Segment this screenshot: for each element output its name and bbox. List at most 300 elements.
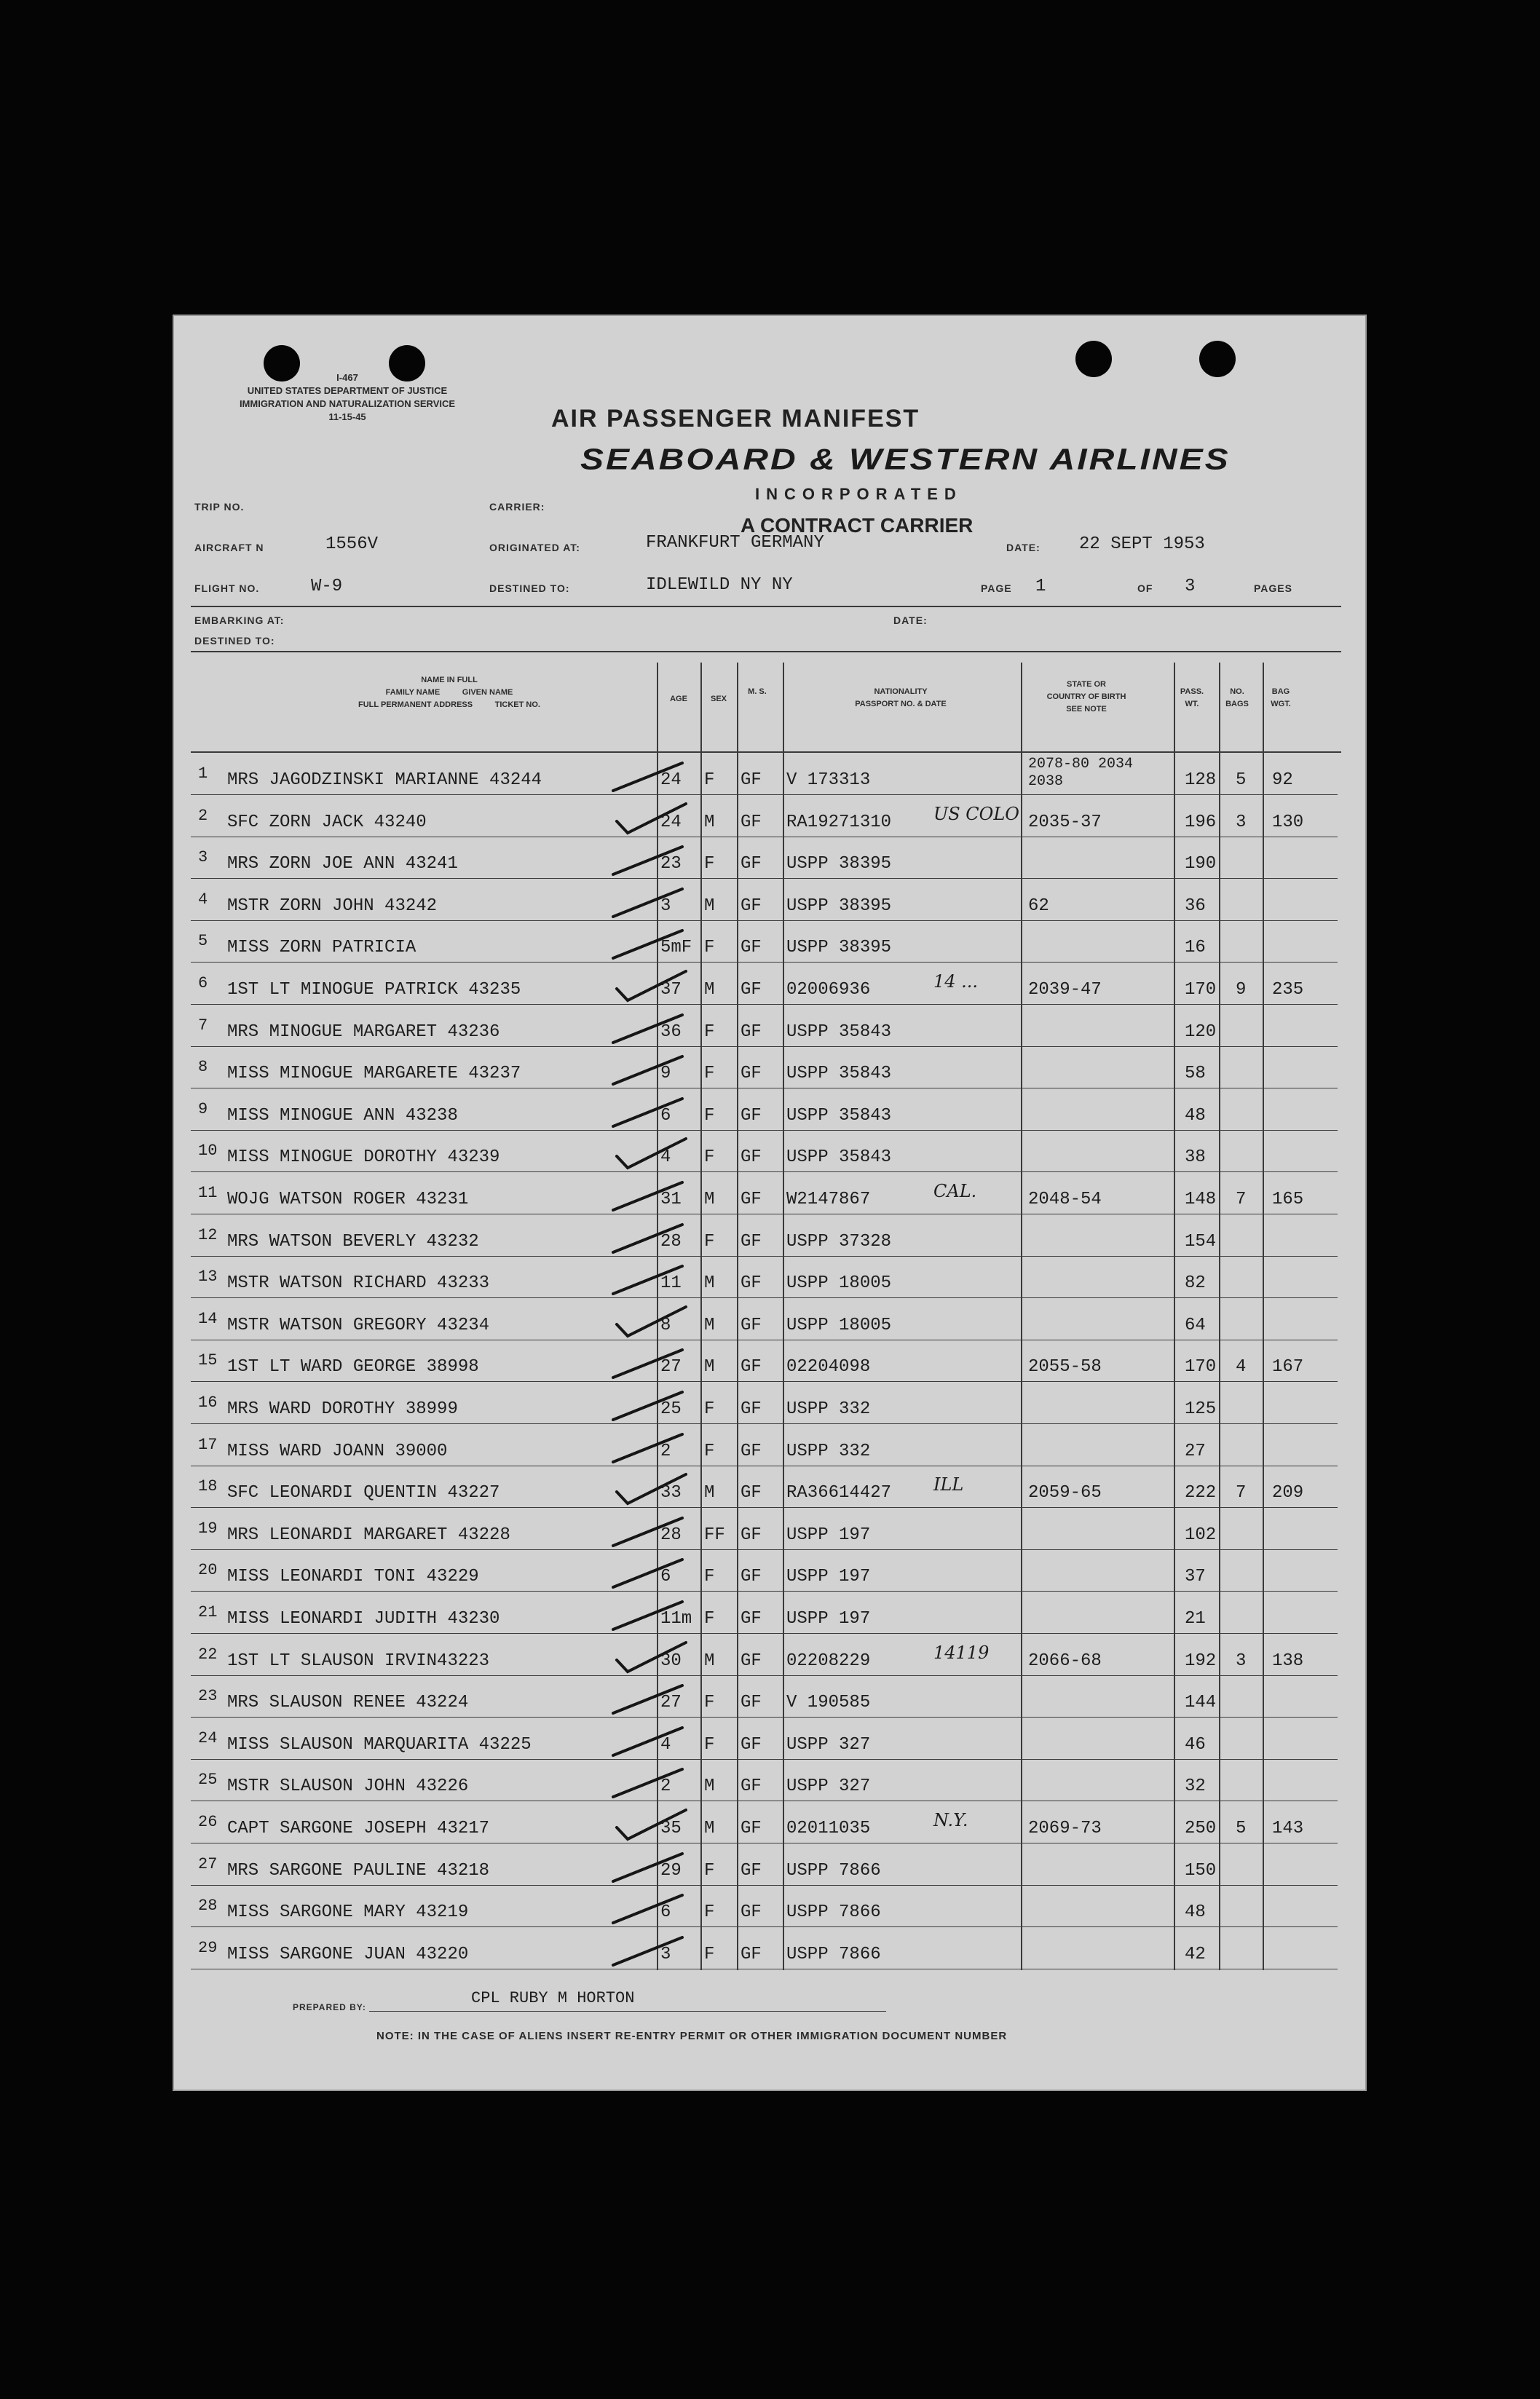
passenger-passport: 02204098 [786, 1357, 871, 1378]
check-mark-icon [606, 883, 693, 920]
passenger-age: 31 [660, 1190, 682, 1209]
passenger-sex: F [704, 1567, 715, 1587]
row-number: 11 [198, 1184, 218, 1202]
passenger-passport: USPP 37328 [786, 1231, 892, 1252]
passenger-age: 11m [660, 1609, 692, 1629]
passenger-age: 4 [660, 1147, 671, 1168]
row-rule [191, 1381, 1338, 1382]
passenger-name: MISS ZORN PATRICIA [227, 938, 416, 958]
passenger-sex: F [704, 1021, 715, 1042]
check-mark-icon [606, 1763, 693, 1800]
passenger-age: 33 [660, 1483, 682, 1503]
date2-label: DATE: [893, 614, 928, 626]
passenger-name: MISS SARGONE JUAN 43220 [227, 1944, 469, 1964]
bag-count: 9 [1236, 980, 1247, 1000]
passenger-sex: M [704, 896, 715, 916]
passenger-age: 24 [660, 812, 682, 832]
passenger-name: MISS LEONARDI TONI 43229 [227, 1567, 479, 1587]
passenger-weight: 58 [1185, 1064, 1206, 1084]
passenger-sex: M [704, 1776, 715, 1797]
passenger-ms: GF [741, 1567, 762, 1587]
passenger-sex: F [704, 770, 715, 790]
row-number: 25 [198, 1771, 218, 1790]
form-date: 11-15-45 [328, 411, 366, 422]
row-rule [191, 1926, 1338, 1927]
passenger-name: CAPT SARGONE JOSEPH 43217 [227, 1819, 490, 1838]
passenger-passport: USPP 332 [786, 1399, 871, 1419]
table-row [198, 880, 1334, 922]
embarking-label: EMBARKING AT: [194, 614, 285, 626]
passenger-passport: USPP 197 [786, 1525, 871, 1545]
row-rule [191, 1549, 1338, 1550]
passenger-sex: M [704, 1651, 715, 1671]
passenger-age: 27 [660, 1357, 682, 1378]
table-row [198, 1216, 1334, 1257]
pages-label: PAGES [1254, 582, 1292, 594]
agency-service: IMMIGRATION AND NATURALIZATION SERVICE [239, 398, 456, 409]
name-header-line3: FULL PERMANENT ADDRESS TICKET NO. [358, 700, 540, 709]
bag-weight: 92 [1272, 770, 1293, 790]
flight-no-label: FLIGHT NO. [194, 582, 260, 594]
passenger-ms: GF [741, 1944, 762, 1964]
passenger-age: 6 [660, 1105, 671, 1126]
passenger-passport: 02208229 [786, 1651, 871, 1671]
row-number: 16 [198, 1394, 218, 1412]
passenger-weight: 37 [1185, 1567, 1206, 1587]
nationality-header-line2: PASSPORT NO. & DATE [855, 700, 947, 708]
table-row [198, 1300, 1334, 1341]
bag-count: 5 [1236, 770, 1247, 790]
passenger-name: MSTR WATSON GREGORY 43234 [227, 1315, 490, 1335]
passenger-ms: GF [741, 1273, 762, 1294]
passenger-weight: 48 [1185, 1105, 1206, 1126]
carrier-label: CARRIER: [489, 501, 545, 513]
age-column-header: AGE [670, 695, 687, 703]
passenger-name: MISS WARD JOANN 39000 [227, 1441, 448, 1461]
birth-header-line2: COUNTRY OF BIRTH [1046, 692, 1126, 701]
passenger-ms: GF [741, 1651, 762, 1671]
check-mark-icon [606, 1303, 693, 1339]
passenger-age: 2 [660, 1776, 671, 1797]
bag-weight: 130 [1272, 812, 1304, 832]
prepared-by-label: PREPARED BY: [293, 2002, 366, 2012]
prepared-by-line [369, 2011, 886, 2012]
passenger-sex: M [704, 1483, 715, 1503]
passenger-sex: F [704, 1902, 715, 1923]
no-bags-column-header: NO. BAGS [1225, 687, 1249, 708]
row-rule [191, 1885, 1338, 1886]
passenger-age: 4 [660, 1734, 671, 1755]
table-row [198, 1341, 1334, 1383]
passenger-ms: GF [741, 1776, 762, 1797]
passenger-passport: USPP 327 [786, 1776, 871, 1797]
pass-wt-column-header: PASS. WT. [1180, 687, 1204, 708]
passenger-passport: V 173313 [786, 770, 871, 790]
passenger-sex: F [704, 1064, 715, 1084]
passenger-age: 8 [660, 1315, 671, 1335]
passenger-ms: GF [741, 770, 762, 790]
passenger-weight: 128 [1185, 770, 1217, 790]
passenger-ms: GF [741, 1147, 762, 1168]
passenger-ms: GF [741, 1860, 762, 1881]
birth-header-line1: STATE OR [1067, 680, 1106, 689]
passenger-passport: USPP 18005 [786, 1273, 892, 1294]
flight-no-value: W-9 [311, 577, 343, 596]
passenger-sex: F [704, 854, 715, 874]
contract-carrier-label: A CONTRACT CARRIER [741, 514, 974, 537]
row-rule [191, 962, 1338, 963]
bag-weight: 165 [1272, 1190, 1304, 1209]
row-number: 6 [198, 974, 208, 992]
passenger-ms: GF [741, 938, 762, 958]
check-mark-icon [606, 1722, 693, 1758]
passenger-weight: 250 [1185, 1819, 1217, 1838]
passenger-weight: 170 [1185, 980, 1217, 1000]
passenger-ms: GF [741, 980, 762, 1000]
passenger-ms: GF [741, 1021, 762, 1042]
row-rule [191, 794, 1338, 795]
passenger-passport: USPP 7866 [786, 1902, 881, 1923]
bag-weight: 209 [1272, 1483, 1304, 1503]
passenger-name: MISS MINOGUE ANN 43238 [227, 1105, 458, 1126]
passenger-name: MSTR SLAUSON JOHN 43226 [227, 1776, 469, 1797]
form-number: I-467 [336, 372, 358, 383]
row-rule [191, 1046, 1338, 1047]
passenger-name: MRS SARGONE PAULINE 43218 [227, 1860, 490, 1881]
birth-state: 62 [1028, 896, 1049, 916]
table-row [198, 1886, 1334, 1928]
name-column-header [231, 674, 668, 711]
passenger-age: 24 [660, 770, 682, 790]
passenger-name: 1ST LT MINOGUE PATRICK 43235 [227, 980, 521, 1000]
passenger-ms: GF [741, 1693, 762, 1713]
passenger-ms: GF [741, 1483, 762, 1503]
row-number: 3 [198, 848, 208, 867]
passenger-passport: USPP 38395 [786, 896, 892, 916]
passenger-passport: V 190585 [786, 1693, 871, 1713]
passenger-ms: GF [741, 1441, 762, 1461]
airline-name: SEABOARD & WESTERN AIRLINES [580, 443, 1231, 476]
row-number: 23 [198, 1687, 218, 1706]
handwritten-note: CAL. [933, 1181, 977, 1201]
birth-column-header [1021, 679, 1152, 716]
alien-note: NOTE: IN THE CASE OF ALIENS INSERT RE-ENTRY PERMIT OR OTHER IMMIGRATION DOCUMENT NUMBER [376, 2030, 1008, 2042]
row-number: 19 [198, 1519, 218, 1538]
destined-value: IDLEWILD NY NY [646, 575, 793, 595]
originated-value: FRANKFURT GERMANY [646, 533, 824, 553]
passenger-weight: 48 [1185, 1902, 1206, 1923]
passenger-name: MRS WARD DOROTHY 38999 [227, 1399, 458, 1419]
table-row [198, 1760, 1334, 1802]
passenger-passport: W2147867 [786, 1190, 871, 1209]
passenger-passport: USPP 7866 [786, 1944, 881, 1964]
passenger-weight: 27 [1185, 1441, 1206, 1461]
passenger-ms: GF [741, 1902, 762, 1923]
passenger-ms: GF [741, 1315, 762, 1335]
bag-weight: 143 [1272, 1819, 1304, 1838]
passenger-sex: F [704, 1399, 715, 1419]
passenger-age: 25 [660, 1399, 682, 1419]
row-rule [191, 878, 1338, 879]
passenger-passport: USPP 35843 [786, 1021, 892, 1042]
table-row [198, 964, 1334, 1005]
row-number: 18 [198, 1477, 218, 1496]
originated-label: ORIGINATED AT: [489, 542, 580, 553]
passenger-sex: F [704, 1105, 715, 1126]
check-mark-icon [606, 1932, 693, 1968]
passenger-passport: 02011035 [786, 1819, 871, 1838]
row-number: 2 [198, 806, 208, 825]
table-row [198, 1048, 1334, 1089]
passenger-ms: GF [741, 896, 762, 916]
bag-weight: 167 [1272, 1357, 1304, 1378]
row-number: 20 [198, 1561, 218, 1580]
table-row [198, 1131, 1334, 1173]
passenger-name: MSTR ZORN JOHN 43242 [227, 896, 438, 916]
passenger-weight: 170 [1185, 1357, 1217, 1378]
bag-count: 3 [1236, 1651, 1247, 1671]
punch-hole-4 [1199, 341, 1236, 377]
table-row [198, 922, 1334, 963]
destined2-label: DESTINED TO: [194, 635, 275, 647]
passenger-name: SFC ZORN JACK 43240 [227, 812, 427, 832]
destined-label: DESTINED TO: [489, 582, 570, 594]
row-rule [191, 1717, 1338, 1718]
passenger-sex: F [704, 1147, 715, 1168]
passenger-passport: 02006936 [786, 980, 871, 1000]
passenger-age: 36 [660, 1021, 682, 1042]
passenger-name: MRS SLAUSON RENEE 43224 [227, 1693, 469, 1713]
passenger-weight: 102 [1185, 1525, 1217, 1545]
manifest-sheet [173, 315, 1367, 2091]
passenger-weight: 192 [1185, 1651, 1217, 1671]
row-rule [191, 1297, 1338, 1298]
table-row [198, 1426, 1334, 1467]
passenger-passport: USPP 35843 [786, 1064, 892, 1084]
passenger-age: 30 [660, 1651, 682, 1671]
prepared-by-value: CPL RUBY M HORTON [471, 1989, 635, 2007]
row-number: 4 [198, 890, 208, 909]
passenger-weight: 148 [1185, 1190, 1217, 1209]
bag-count: 7 [1236, 1483, 1247, 1503]
manifest-title: AIR PASSENGER MANIFEST [551, 405, 920, 432]
passenger-passport: USPP 18005 [786, 1315, 892, 1335]
check-mark-icon [606, 1889, 693, 1926]
row-rule [191, 1256, 1338, 1257]
passenger-passport: USPP 35843 [786, 1147, 892, 1168]
header-rule-bottom [191, 651, 1341, 652]
passenger-name: MISS SLAUSON MARQUARITA 43225 [227, 1734, 532, 1755]
check-mark-icon [606, 1093, 693, 1129]
passenger-weight: 190 [1185, 854, 1217, 874]
row-rule [191, 920, 1338, 921]
birth-state: 2059-65 [1028, 1483, 1102, 1503]
passenger-passport: RA19271310 [786, 812, 892, 832]
row-rule [191, 1423, 1338, 1424]
row-number: 14 [198, 1309, 218, 1328]
name-header-line1: NAME IN FULL [421, 676, 478, 684]
punch-hole-3 [1075, 341, 1112, 377]
passenger-ms: GF [741, 1231, 762, 1252]
bag-weight: 235 [1272, 980, 1304, 1000]
table-header-rule [191, 751, 1341, 753]
bag-count: 4 [1236, 1357, 1247, 1378]
row-number: 28 [198, 1897, 218, 1916]
passenger-sex: F [704, 1693, 715, 1713]
passenger-name: MRS MINOGUE MARGARET 43236 [227, 1021, 500, 1042]
passenger-ms: GF [741, 1525, 762, 1545]
row-rule [191, 1759, 1338, 1760]
row-number: 21 [198, 1603, 218, 1621]
passenger-age: 9 [660, 1064, 671, 1084]
table-row [198, 1929, 1334, 1970]
handwritten-note: US COLO [933, 803, 1019, 824]
passenger-weight: 21 [1185, 1609, 1206, 1629]
birth-state: 2048-54 [1028, 1190, 1102, 1209]
birth-state: 2055-58 [1028, 1357, 1102, 1378]
passenger-ms: GF [741, 1399, 762, 1419]
passenger-weight: 222 [1185, 1483, 1217, 1503]
form-reference [187, 371, 508, 424]
aircraft-value: 1556V [325, 534, 379, 554]
passenger-name: 1ST LT SLAUSON IRVIN43223 [227, 1651, 490, 1671]
row-rule [191, 1633, 1338, 1634]
passenger-age: 6 [660, 1902, 671, 1923]
birth-header-line3: SEE NOTE [1066, 705, 1107, 714]
passenger-weight: 196 [1185, 812, 1217, 832]
table-row [198, 1593, 1334, 1635]
passenger-passport: USPP 38395 [786, 854, 892, 874]
table-row [198, 1257, 1334, 1299]
bag-count: 5 [1236, 1819, 1247, 1838]
passenger-sex: F [704, 1231, 715, 1252]
header-rule-top [191, 606, 1341, 607]
row-number: 1 [198, 764, 208, 783]
check-mark-icon [606, 1554, 693, 1590]
table-row [198, 1174, 1334, 1215]
table-row [198, 1845, 1334, 1886]
passenger-age: 27 [660, 1693, 682, 1713]
passenger-weight: 64 [1185, 1315, 1206, 1335]
passenger-age: 28 [660, 1231, 682, 1252]
agency-name: UNITED STATES DEPARTMENT OF JUSTICE [247, 385, 448, 396]
passenger-sex: M [704, 812, 715, 832]
passenger-sex: M [704, 1273, 715, 1294]
passenger-weight: 82 [1185, 1273, 1206, 1294]
table-row [198, 1719, 1334, 1760]
table-row [198, 1467, 1334, 1509]
check-mark-icon [606, 1428, 693, 1465]
passenger-sex: F [704, 1609, 715, 1629]
passenger-age: 2 [660, 1441, 671, 1461]
passenger-name: WOJG WATSON ROGER 43231 [227, 1190, 469, 1209]
handwritten-note: ILL [933, 1474, 964, 1495]
passenger-sex: M [704, 980, 715, 1000]
row-number: 7 [198, 1016, 208, 1035]
passenger-age: 3 [660, 896, 671, 916]
of-value: 3 [1185, 577, 1196, 596]
passenger-name: MRS JAGODZINSKI MARIANNE 43244 [227, 770, 542, 790]
passenger-name: MISS MINOGUE MARGARETE 43237 [227, 1064, 521, 1084]
passenger-age: 23 [660, 854, 682, 874]
passenger-age: 6 [660, 1567, 671, 1587]
nationality-column-header [784, 686, 1017, 711]
table-row [198, 1677, 1334, 1718]
row-number: 9 [198, 1099, 208, 1118]
passenger-name: MISS MINOGUE DOROTHY 43239 [227, 1147, 500, 1168]
passenger-ms: GF [741, 1819, 762, 1838]
passenger-ms: GF [741, 1609, 762, 1629]
passenger-name: MISS SARGONE MARY 43219 [227, 1902, 469, 1923]
birth-state: 2069-73 [1028, 1819, 1102, 1838]
table-row [198, 1090, 1334, 1131]
passenger-passport: USPP 327 [786, 1734, 871, 1755]
row-number: 29 [198, 1938, 218, 1957]
row-rule [191, 1171, 1338, 1172]
bag-wgt-column-header: BAG WGT. [1271, 687, 1291, 708]
check-mark-icon [606, 1051, 693, 1087]
passenger-name: MSTR WATSON RICHARD 43233 [227, 1273, 490, 1294]
birth-state: 2066-68 [1028, 1651, 1102, 1671]
passenger-sex: F [704, 1860, 715, 1881]
passenger-passport: USPP 35843 [786, 1105, 892, 1126]
aircraft-label: AIRCRAFT N [194, 542, 264, 553]
table-row [198, 838, 1334, 880]
passenger-sex: F [704, 1734, 715, 1755]
passenger-ms: GF [741, 1357, 762, 1378]
nationality-header-line1: NATIONALITY [874, 687, 928, 696]
table-row [198, 754, 1334, 796]
row-number: 15 [198, 1351, 218, 1370]
passenger-passport: USPP 38395 [786, 938, 892, 958]
date-value: 22 SEPT 1953 [1079, 534, 1205, 554]
row-rule [191, 1591, 1338, 1592]
passenger-weight: 154 [1185, 1231, 1217, 1252]
passenger-weight: 125 [1185, 1399, 1217, 1419]
passenger-ms: GF [741, 854, 762, 874]
passenger-ms: GF [741, 1190, 762, 1209]
of-label: OF [1137, 582, 1153, 594]
passenger-weight: 32 [1185, 1776, 1206, 1797]
passenger-passport: RA36614427 [786, 1483, 892, 1503]
handwritten-note: 14 ... [933, 971, 979, 992]
passenger-sex: M [704, 1357, 715, 1378]
passenger-name: 1ST LT WARD GEORGE 38998 [227, 1357, 479, 1378]
table-row [198, 1383, 1334, 1425]
passenger-weight: 46 [1185, 1734, 1206, 1755]
date-label: DATE: [1006, 542, 1041, 553]
passenger-weight: 16 [1185, 938, 1206, 958]
passenger-passport: USPP 7866 [786, 1860, 881, 1881]
row-rule [191, 1004, 1338, 1005]
row-rule [191, 1507, 1338, 1508]
row-number: 8 [198, 1058, 208, 1077]
handwritten-note: 14119 [933, 1642, 990, 1663]
passenger-sex: F [704, 1944, 715, 1964]
passenger-weight: 150 [1185, 1860, 1217, 1881]
row-number: 5 [198, 932, 208, 951]
table-row [198, 1635, 1334, 1677]
table-row [198, 1551, 1334, 1592]
row-rule [191, 1130, 1338, 1131]
table-row [198, 1509, 1334, 1551]
passenger-sex: M [704, 1315, 715, 1335]
passenger-sex: F [704, 938, 715, 958]
page-label: PAGE [981, 582, 1012, 594]
passenger-passport: USPP 197 [786, 1567, 871, 1587]
incorporated-label: INCORPORATED [755, 485, 963, 503]
passenger-name: MISS LEONARDI JUDITH 43230 [227, 1609, 500, 1629]
